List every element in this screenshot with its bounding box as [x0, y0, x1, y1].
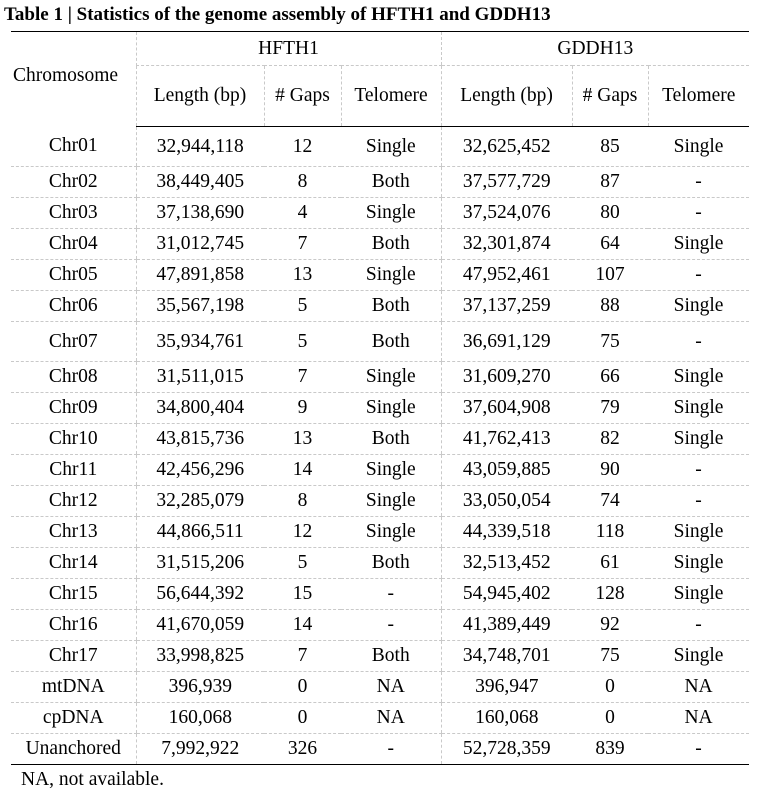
- cell-h-tel: Single: [341, 455, 441, 486]
- header-hfth1-telomere: Telomere: [341, 66, 441, 127]
- cell-g-tel: Single: [648, 641, 749, 672]
- cell-g-len: 44,339,518: [441, 517, 572, 548]
- cell-h-tel: Both: [341, 291, 441, 322]
- cell-h-len: 34,800,404: [136, 393, 264, 424]
- cell-g-len: 32,625,452: [441, 127, 572, 167]
- cell-g-gaps: 80: [572, 198, 648, 229]
- table-row: [11, 198, 749, 229]
- cell-g-gaps: 839: [572, 734, 648, 765]
- table-row: [11, 641, 749, 672]
- cell-chr: Chr01: [11, 127, 136, 167]
- cell-g-tel: Single: [648, 229, 749, 260]
- cell-g-tel: NA: [648, 703, 749, 734]
- cell-h-gaps: 0: [264, 703, 341, 734]
- header-chromosome: Chromosome: [11, 32, 136, 127]
- header-gddh13-telomere: Telomere: [648, 66, 749, 127]
- cell-g-tel: -: [648, 455, 749, 486]
- cell-g-tel: -: [648, 322, 749, 362]
- cell-chr: Chr04: [11, 229, 136, 260]
- cell-h-len: 31,511,015: [136, 362, 264, 393]
- cell-g-gaps: 64: [572, 229, 648, 260]
- cell-h-len: 44,866,511: [136, 517, 264, 548]
- cell-chr: Chr08: [11, 362, 136, 393]
- cell-h-tel: Both: [341, 167, 441, 198]
- cell-g-len: 52,728,359: [441, 734, 572, 765]
- cell-h-len: 35,934,761: [136, 322, 264, 362]
- cell-h-gaps: 15: [264, 579, 341, 610]
- cell-h-gaps: 0: [264, 672, 341, 703]
- cell-h-len: 47,891,858: [136, 260, 264, 291]
- cell-chr: Chr09: [11, 393, 136, 424]
- cell-g-tel: Single: [648, 548, 749, 579]
- cell-g-len: 37,604,908: [441, 393, 572, 424]
- cell-g-tel: Single: [648, 517, 749, 548]
- table-row: [11, 703, 749, 734]
- cell-g-tel: NA: [648, 672, 749, 703]
- cell-g-len: 41,389,449: [441, 610, 572, 641]
- table-row: [11, 393, 749, 424]
- cell-h-len: 43,815,736: [136, 424, 264, 455]
- cell-h-gaps: 326: [264, 734, 341, 765]
- cell-h-gaps: 5: [264, 548, 341, 579]
- cell-h-tel: -: [341, 734, 441, 765]
- cell-h-tel: Both: [341, 229, 441, 260]
- cell-h-len: 31,515,206: [136, 548, 264, 579]
- cell-g-tel: -: [648, 486, 749, 517]
- table-row: [11, 424, 749, 455]
- cell-g-tel: -: [648, 260, 749, 291]
- cell-h-len: 396,939: [136, 672, 264, 703]
- table-title: Table 1 | Statistics of the genome assembly of HFTH1 and GDDH13: [4, 4, 551, 25]
- cell-h-len: 31,012,745: [136, 229, 264, 260]
- cell-chr: Chr07: [11, 322, 136, 362]
- header-gddh13-gaps: # Gaps: [572, 66, 648, 127]
- cell-chr: Chr16: [11, 610, 136, 641]
- cell-h-len: 32,285,079: [136, 486, 264, 517]
- cell-g-len: 160,068: [441, 703, 572, 734]
- cell-g-tel: Single: [648, 127, 749, 167]
- header-group-hfth1: HFTH1: [136, 32, 441, 66]
- genome-assembly-table: [11, 31, 749, 765]
- cell-h-gaps: 8: [264, 167, 341, 198]
- cell-h-tel: Single: [341, 260, 441, 291]
- cell-h-tel: Single: [341, 517, 441, 548]
- cell-chr: Chr03: [11, 198, 136, 229]
- cell-h-gaps: 4: [264, 198, 341, 229]
- cell-g-len: 37,577,729: [441, 167, 572, 198]
- cell-h-tel: Single: [341, 198, 441, 229]
- cell-h-tel: Both: [341, 424, 441, 455]
- table-row: [11, 260, 749, 291]
- cell-chr: Chr02: [11, 167, 136, 198]
- cell-chr: Chr15: [11, 579, 136, 610]
- cell-h-tel: Single: [341, 393, 441, 424]
- cell-chr: Chr10: [11, 424, 136, 455]
- cell-h-gaps: 12: [264, 127, 341, 167]
- cell-h-len: 41,670,059: [136, 610, 264, 641]
- cell-h-len: 42,456,296: [136, 455, 264, 486]
- cell-g-len: 396,947: [441, 672, 572, 703]
- cell-chr: cpDNA: [11, 703, 136, 734]
- cell-h-len: 7,992,922: [136, 734, 264, 765]
- cell-g-len: 54,945,402: [441, 579, 572, 610]
- cell-g-len: 43,059,885: [441, 455, 572, 486]
- cell-g-gaps: 118: [572, 517, 648, 548]
- cell-g-gaps: 66: [572, 362, 648, 393]
- cell-g-gaps: 74: [572, 486, 648, 517]
- table-row: [11, 229, 749, 260]
- cell-g-gaps: 90: [572, 455, 648, 486]
- cell-h-len: 33,998,825: [136, 641, 264, 672]
- cell-g-tel: Single: [648, 579, 749, 610]
- cell-h-tel: Single: [341, 486, 441, 517]
- cell-g-gaps: 61: [572, 548, 648, 579]
- footnote: NA, not available.: [21, 769, 164, 790]
- cell-h-gaps: 7: [264, 362, 341, 393]
- cell-g-tel: Single: [648, 362, 749, 393]
- cell-h-gaps: 5: [264, 322, 341, 362]
- cell-h-tel: NA: [341, 672, 441, 703]
- cell-h-len: 32,944,118: [136, 127, 264, 167]
- cell-g-tel: Single: [648, 393, 749, 424]
- table-row: [11, 291, 749, 322]
- cell-g-len: 41,762,413: [441, 424, 572, 455]
- table-row: [11, 486, 749, 517]
- cell-g-len: 31,609,270: [441, 362, 572, 393]
- cell-h-gaps: 8: [264, 486, 341, 517]
- cell-h-len: 56,644,392: [136, 579, 264, 610]
- cell-chr: Chr17: [11, 641, 136, 672]
- cell-g-gaps: 75: [572, 641, 648, 672]
- cell-g-len: 34,748,701: [441, 641, 572, 672]
- cell-g-len: 33,050,054: [441, 486, 572, 517]
- cell-chr: Unanchored: [11, 734, 136, 765]
- cell-g-len: 32,513,452: [441, 548, 572, 579]
- cell-g-gaps: 107: [572, 260, 648, 291]
- cell-g-gaps: 87: [572, 167, 648, 198]
- cell-h-len: 35,567,198: [136, 291, 264, 322]
- cell-h-tel: Single: [341, 362, 441, 393]
- table-row: [11, 610, 749, 641]
- cell-h-gaps: 14: [264, 610, 341, 641]
- cell-g-len: 47,952,461: [441, 260, 572, 291]
- header-hfth1-length: Length (bp): [136, 66, 264, 127]
- cell-chr: Chr06: [11, 291, 136, 322]
- cell-g-len: 37,524,076: [441, 198, 572, 229]
- cell-chr: Chr12: [11, 486, 136, 517]
- table-row: [11, 672, 749, 703]
- cell-chr: Chr11: [11, 455, 136, 486]
- cell-g-tel: Single: [648, 291, 749, 322]
- table-row: [11, 167, 749, 198]
- cell-g-len: 36,691,129: [441, 322, 572, 362]
- table-row: [11, 362, 749, 393]
- table-row: [11, 322, 749, 362]
- table-row: [11, 548, 749, 579]
- cell-g-gaps: 0: [572, 703, 648, 734]
- cell-g-gaps: 79: [572, 393, 648, 424]
- cell-g-len: 37,137,259: [441, 291, 572, 322]
- cell-h-len: 38,449,405: [136, 167, 264, 198]
- table-row: [11, 517, 749, 548]
- cell-h-len: 160,068: [136, 703, 264, 734]
- table-row: [11, 734, 749, 765]
- cell-g-gaps: 75: [572, 322, 648, 362]
- cell-h-tel: Single: [341, 127, 441, 167]
- cell-h-tel: Both: [341, 548, 441, 579]
- cell-g-tel: -: [648, 734, 749, 765]
- cell-h-tel: Both: [341, 322, 441, 362]
- cell-g-tel: -: [648, 167, 749, 198]
- cell-h-gaps: 14: [264, 455, 341, 486]
- cell-h-gaps: 13: [264, 260, 341, 291]
- cell-g-gaps: 0: [572, 672, 648, 703]
- cell-h-gaps: 7: [264, 229, 341, 260]
- cell-h-gaps: 13: [264, 424, 341, 455]
- cell-g-gaps: 82: [572, 424, 648, 455]
- cell-chr: mtDNA: [11, 672, 136, 703]
- cell-g-tel: -: [648, 610, 749, 641]
- cell-h-tel: -: [341, 610, 441, 641]
- cell-g-len: 32,301,874: [441, 229, 572, 260]
- cell-g-gaps: 88: [572, 291, 648, 322]
- cell-g-gaps: 85: [572, 127, 648, 167]
- cell-h-gaps: 12: [264, 517, 341, 548]
- cell-h-gaps: 9: [264, 393, 341, 424]
- cell-h-tel: NA: [341, 703, 441, 734]
- cell-chr: Chr14: [11, 548, 136, 579]
- cell-h-gaps: 5: [264, 291, 341, 322]
- cell-g-gaps: 128: [572, 579, 648, 610]
- table-row: [11, 455, 749, 486]
- cell-h-gaps: 7: [264, 641, 341, 672]
- cell-g-gaps: 92: [572, 610, 648, 641]
- cell-h-tel: Both: [341, 641, 441, 672]
- cell-chr: Chr13: [11, 517, 136, 548]
- header-gddh13-length: Length (bp): [441, 66, 572, 127]
- cell-chr: Chr05: [11, 260, 136, 291]
- cell-h-tel: -: [341, 579, 441, 610]
- header-hfth1-gaps: # Gaps: [264, 66, 341, 127]
- cell-h-len: 37,138,690: [136, 198, 264, 229]
- table-row: [11, 127, 749, 167]
- cell-g-tel: -: [648, 198, 749, 229]
- cell-g-tel: Single: [648, 424, 749, 455]
- table-row: [11, 579, 749, 610]
- header-group-gddh13: GDDH13: [441, 32, 749, 66]
